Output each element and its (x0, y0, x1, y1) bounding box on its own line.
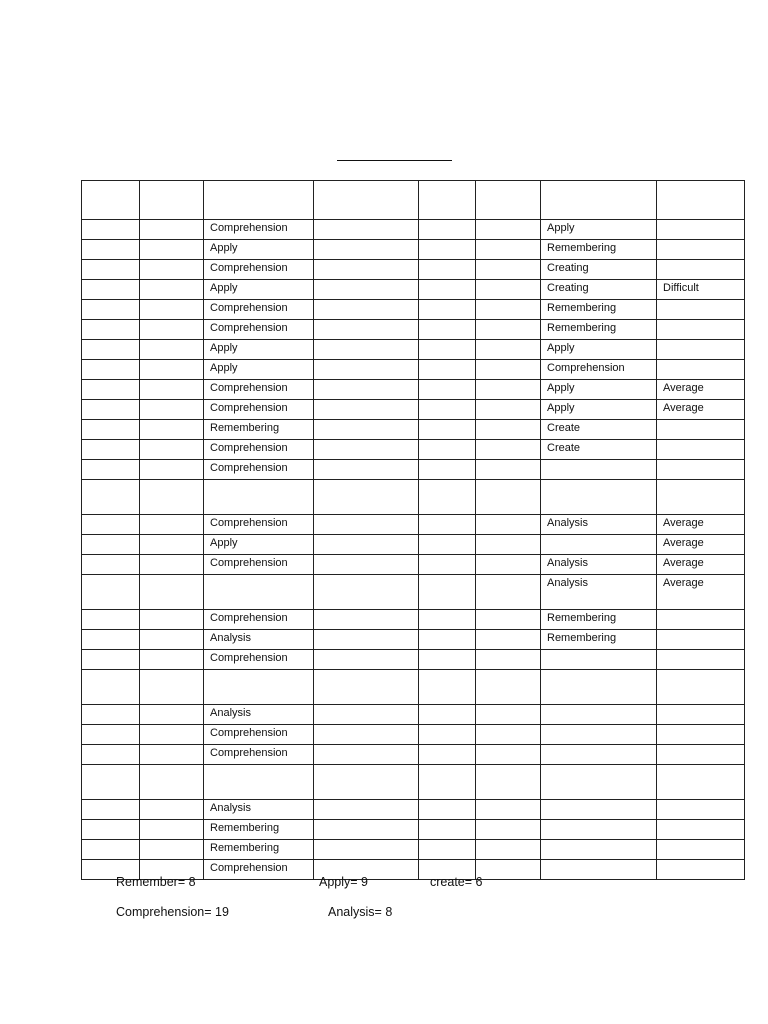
table-cell (657, 630, 745, 650)
table-cell (419, 800, 476, 820)
table-cell (314, 440, 419, 460)
table-cell (140, 765, 204, 800)
table-cell (82, 745, 140, 765)
table-cell (140, 380, 204, 400)
table-cell (314, 555, 419, 575)
table-row (82, 725, 745, 745)
table-cell (657, 765, 745, 800)
table-row (82, 181, 745, 220)
table-cell: Comprehension (204, 745, 314, 765)
table-cell: Comprehension (204, 650, 314, 670)
table-cell: Creating (541, 260, 657, 280)
table-cell: Average (657, 575, 745, 610)
table-cell: Comprehension (204, 860, 314, 880)
table-cell (314, 360, 419, 380)
table-cell (140, 400, 204, 420)
table-cell (476, 840, 541, 860)
table-cell (140, 420, 204, 440)
table-cell: Comprehension (204, 380, 314, 400)
table-cell (419, 840, 476, 860)
table-cell (314, 840, 419, 860)
table-cell (314, 800, 419, 820)
table-cell (419, 725, 476, 745)
table-row (82, 220, 745, 240)
table-cell (314, 515, 419, 535)
table-cell (541, 181, 657, 220)
table-cell (82, 840, 140, 860)
table-cell (82, 725, 140, 745)
table-cell (657, 320, 745, 340)
table-cell (419, 575, 476, 610)
table-cell (140, 460, 204, 480)
table-cell (419, 340, 476, 360)
table-cell (541, 460, 657, 480)
table-cell (82, 630, 140, 650)
table-cell (476, 745, 541, 765)
table-row (82, 630, 745, 650)
table-cell (657, 260, 745, 280)
table-cell (314, 220, 419, 240)
table-cell (419, 300, 476, 320)
table-cell (476, 400, 541, 420)
table-cell (657, 820, 745, 840)
table-row (82, 360, 745, 380)
table-cell (419, 181, 476, 220)
table-cell (140, 575, 204, 610)
table-cell: Comprehension (204, 515, 314, 535)
table-cell (419, 670, 476, 705)
table-row (82, 260, 745, 280)
table-cell (419, 220, 476, 240)
table-cell (314, 630, 419, 650)
table-cell (140, 300, 204, 320)
table-cell: Average (657, 400, 745, 420)
table-row (82, 280, 745, 300)
table-cell (82, 800, 140, 820)
table-cell (476, 420, 541, 440)
table-row (82, 840, 745, 860)
table-cell (140, 240, 204, 260)
table-cell: Analysis (541, 515, 657, 535)
table-cell (140, 181, 204, 220)
table-cell (314, 320, 419, 340)
table-row (82, 480, 745, 515)
table-row (82, 705, 745, 725)
table-cell (657, 840, 745, 860)
table-cell (657, 300, 745, 320)
table-cell (657, 745, 745, 765)
table-cell (657, 360, 745, 380)
table-cell (541, 765, 657, 800)
table-cell: Apply (541, 380, 657, 400)
table-cell: Comprehension (204, 725, 314, 745)
table-cell (140, 840, 204, 860)
table-cell: Create (541, 440, 657, 460)
table-cell (476, 181, 541, 220)
table-cell (314, 705, 419, 725)
table-cell (541, 725, 657, 745)
table-cell (82, 380, 140, 400)
table-cell: Average (657, 515, 745, 535)
table-cell (419, 480, 476, 515)
table-row (82, 300, 745, 320)
table-cell (140, 535, 204, 555)
table-cell (476, 320, 541, 340)
table-row (82, 535, 745, 555)
table-cell (419, 705, 476, 725)
table-cell (419, 650, 476, 670)
table-cell (314, 300, 419, 320)
table-cell (657, 650, 745, 670)
table-cell (140, 360, 204, 380)
table-cell (657, 800, 745, 820)
table-cell (419, 515, 476, 535)
table-cell (82, 650, 140, 670)
table-cell (82, 280, 140, 300)
table-cell (314, 575, 419, 610)
table-row (82, 650, 745, 670)
table-cell (476, 260, 541, 280)
table-cell (140, 515, 204, 535)
table-cell (476, 555, 541, 575)
table-cell (140, 650, 204, 670)
table-cell (541, 800, 657, 820)
table-cell (82, 610, 140, 630)
table-cell: Apply (204, 240, 314, 260)
table-cell (140, 320, 204, 340)
table-cell: Apply (204, 535, 314, 555)
table-cell (476, 340, 541, 360)
table-cell (476, 800, 541, 820)
table-cell (419, 420, 476, 440)
table-cell (476, 480, 541, 515)
table-row (82, 765, 745, 800)
table-cell (541, 480, 657, 515)
table-cell (657, 220, 745, 240)
table-cell: Remembering (541, 630, 657, 650)
table-cell (541, 840, 657, 860)
table-row (82, 440, 745, 460)
table-cell: Comprehension (204, 440, 314, 460)
table-cell (476, 460, 541, 480)
table-cell (314, 181, 419, 220)
table-row (82, 240, 745, 260)
table-cell: Remembering (204, 820, 314, 840)
table-cell (314, 480, 419, 515)
table-cell (82, 220, 140, 240)
table-row (82, 340, 745, 360)
table-row (82, 820, 745, 840)
table-cell (204, 765, 314, 800)
table-cell: Remembering (541, 610, 657, 630)
table-cell (419, 240, 476, 260)
table-cell (82, 300, 140, 320)
table-cell (657, 610, 745, 630)
table-cell (419, 260, 476, 280)
table-cell (476, 240, 541, 260)
table-cell (82, 535, 140, 555)
table-cell (541, 820, 657, 840)
table-cell (476, 630, 541, 650)
table-cell (314, 400, 419, 420)
table-cell (419, 360, 476, 380)
table-cell (476, 650, 541, 670)
table-cell (314, 260, 419, 280)
table-cell (140, 630, 204, 650)
table-cell (314, 420, 419, 440)
table-cell (541, 535, 657, 555)
table-cell: Comprehension (204, 300, 314, 320)
table-cell: Comprehension (204, 220, 314, 240)
table-cell (82, 360, 140, 380)
table-cell (82, 480, 140, 515)
table-cell (204, 670, 314, 705)
table-cell (140, 610, 204, 630)
table-cell: Apply (541, 340, 657, 360)
remember-total: Remember= 8 (116, 875, 196, 889)
table-cell (82, 260, 140, 280)
table-cell: Create (541, 420, 657, 440)
table-cell (476, 300, 541, 320)
table-cell (314, 745, 419, 765)
table-cell (476, 765, 541, 800)
table-cell: Comprehension (204, 400, 314, 420)
table-cell: Average (657, 555, 745, 575)
table-cell (140, 220, 204, 240)
table-cell (82, 181, 140, 220)
table-cell (314, 820, 419, 840)
table-cell: Apply (541, 220, 657, 240)
table-cell (140, 340, 204, 360)
table-cell (140, 800, 204, 820)
table-cell (314, 610, 419, 630)
table-cell (314, 460, 419, 480)
table-cell (476, 705, 541, 725)
title-underline (337, 160, 452, 161)
table-cell (419, 630, 476, 650)
table-cell (82, 515, 140, 535)
table-cell (657, 860, 745, 880)
table-cell (140, 725, 204, 745)
table-cell (476, 610, 541, 630)
table-cell: Creating (541, 280, 657, 300)
create-total: create= 6 (430, 875, 483, 889)
table-cell (314, 725, 419, 745)
table-cell (541, 670, 657, 705)
table-row (82, 670, 745, 705)
table-cell: Analysis (204, 800, 314, 820)
table-cell (657, 181, 745, 220)
table-cell (657, 460, 745, 480)
table-row (82, 420, 745, 440)
table-cell (82, 240, 140, 260)
table-cell (419, 745, 476, 765)
table-row (82, 745, 745, 765)
table-cell (82, 555, 140, 575)
table-cell (541, 650, 657, 670)
table-cell (419, 400, 476, 420)
table-cell (476, 670, 541, 705)
table-row (82, 380, 745, 400)
table-cell (82, 460, 140, 480)
table-cell (204, 480, 314, 515)
table-cell (476, 535, 541, 555)
table-cell (419, 460, 476, 480)
table-cell (476, 280, 541, 300)
table-cell: Comprehension (204, 610, 314, 630)
table-cell (476, 820, 541, 840)
table-cell (419, 440, 476, 460)
table-cell (657, 420, 745, 440)
table-cell (657, 340, 745, 360)
table-cell (140, 820, 204, 840)
assessment-table (81, 180, 745, 880)
table-cell (82, 340, 140, 360)
table-row (82, 555, 745, 575)
table-cell (419, 280, 476, 300)
table-cell (657, 240, 745, 260)
table-cell (541, 860, 657, 880)
table-cell (541, 705, 657, 725)
table-cell (419, 555, 476, 575)
table-cell (82, 820, 140, 840)
table-cell: Apply (204, 280, 314, 300)
table-cell: Apply (204, 360, 314, 380)
table-cell: Remembering (204, 840, 314, 860)
table-cell (204, 181, 314, 220)
table-cell (82, 400, 140, 420)
table-cell: Analysis (541, 555, 657, 575)
table-cell (314, 240, 419, 260)
table-cell (82, 705, 140, 725)
apply-total: Apply= 9 (319, 875, 368, 889)
table-cell (419, 380, 476, 400)
table-cell: Remembering (541, 240, 657, 260)
table-cell (82, 575, 140, 610)
table-cell (419, 320, 476, 340)
table-cell (82, 765, 140, 800)
table-cell: Average (657, 535, 745, 555)
table-cell (476, 360, 541, 380)
table-cell (476, 575, 541, 610)
table-cell (314, 280, 419, 300)
table-cell: Remembering (541, 300, 657, 320)
table-cell (476, 220, 541, 240)
table-cell (140, 480, 204, 515)
table-cell: Apply (204, 340, 314, 360)
table-cell: Remembering (541, 320, 657, 340)
table-cell (82, 670, 140, 705)
table-cell (82, 420, 140, 440)
table-cell (657, 705, 745, 725)
table-cell (140, 705, 204, 725)
table-cell (476, 440, 541, 460)
table-cell (657, 440, 745, 460)
table-cell (476, 725, 541, 745)
table-cell (657, 725, 745, 745)
table-cell: Comprehension (204, 260, 314, 280)
table-cell (419, 820, 476, 840)
table-cell (314, 340, 419, 360)
table-cell: Comprehension (204, 320, 314, 340)
table-cell (140, 260, 204, 280)
table-cell (657, 480, 745, 515)
table-row (82, 515, 745, 535)
table-cell (541, 745, 657, 765)
table-cell (82, 320, 140, 340)
table-cell (419, 535, 476, 555)
analysis-total: Analysis= 8 (328, 905, 393, 919)
table-cell: Difficult (657, 280, 745, 300)
table-cell (140, 745, 204, 765)
comprehension-total: Comprehension= 19 (116, 905, 229, 919)
table-cell: Analysis (541, 575, 657, 610)
table-cell: Analysis (204, 630, 314, 650)
table-cell (419, 765, 476, 800)
table-cell: Apply (541, 400, 657, 420)
table-cell (657, 670, 745, 705)
table-row (82, 320, 745, 340)
table-cell (476, 380, 541, 400)
table-row (82, 400, 745, 420)
table-cell (204, 575, 314, 610)
table-row (82, 610, 745, 630)
table-cell (140, 280, 204, 300)
table-cell (314, 650, 419, 670)
table-cell: Comprehension (204, 460, 314, 480)
table-cell (314, 380, 419, 400)
table-cell (140, 440, 204, 460)
table-cell (314, 535, 419, 555)
table-row (82, 575, 745, 610)
table-cell: Average (657, 380, 745, 400)
table-row (82, 800, 745, 820)
table-cell: Remembering (204, 420, 314, 440)
table-cell: Comprehension (204, 555, 314, 575)
table-cell (476, 860, 541, 880)
table-cell (82, 440, 140, 460)
table-cell (476, 515, 541, 535)
table-cell (140, 670, 204, 705)
table-row (82, 460, 745, 480)
table-cell (314, 765, 419, 800)
table-body (82, 181, 745, 880)
table-cell: Comprehension (541, 360, 657, 380)
table-cell (140, 555, 204, 575)
table-cell (314, 670, 419, 705)
table-cell: Analysis (204, 705, 314, 725)
table-cell (419, 610, 476, 630)
